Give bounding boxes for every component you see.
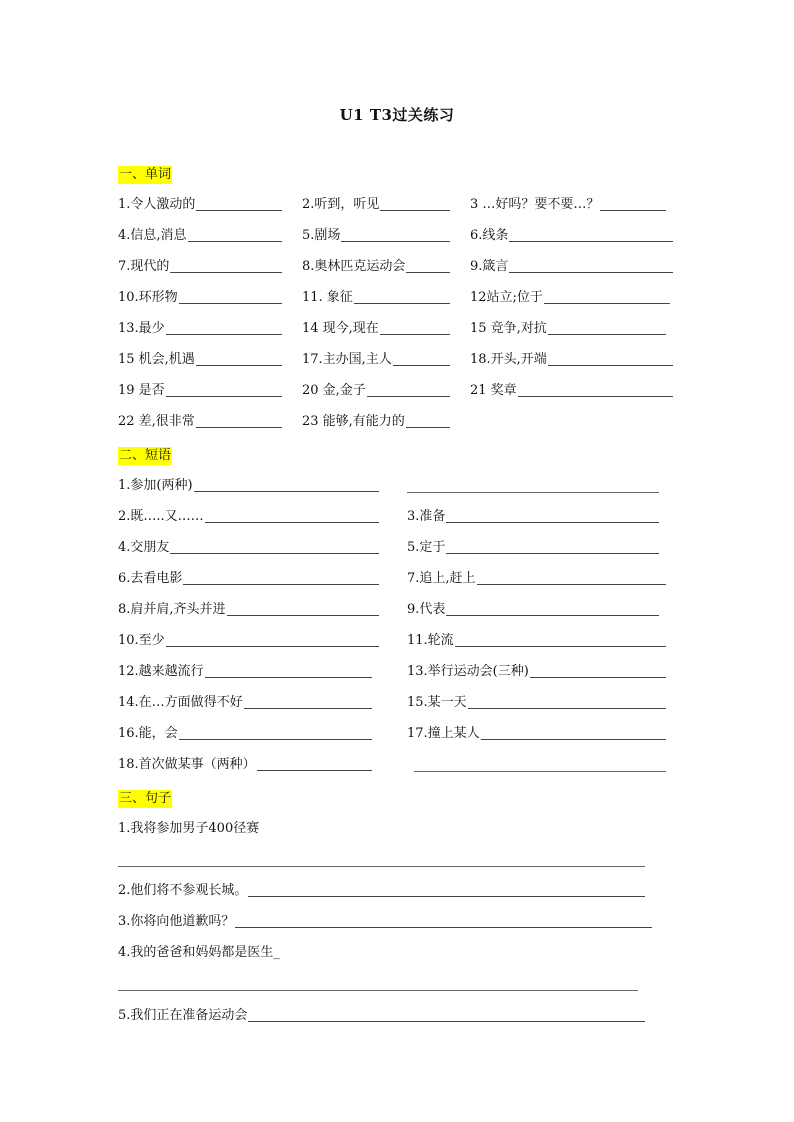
phrase-item xyxy=(118,664,372,680)
answer-blank[interactable] xyxy=(205,510,379,523)
word-item xyxy=(470,290,670,306)
answer-blank[interactable] xyxy=(227,603,379,616)
phrase-item-label: 5.定于 xyxy=(407,540,446,555)
phrase-item xyxy=(407,664,666,680)
phrase-item xyxy=(118,540,379,556)
answer-blank[interactable] xyxy=(406,415,450,428)
word-item-label: 4.信息,消息 xyxy=(118,228,187,243)
word-item-label: 13.最少 xyxy=(118,321,165,336)
word-item xyxy=(470,228,673,244)
word-item xyxy=(302,197,450,213)
word-item xyxy=(302,414,450,430)
phrase-item-label: 4.交朋友 xyxy=(118,540,170,555)
phrase-item xyxy=(118,695,372,711)
phrase-item-label: 2.既…..又…… xyxy=(118,509,204,524)
word-item-label: 22 差,很非常 xyxy=(118,414,195,429)
phrase-item xyxy=(407,633,666,649)
phrase-item-label: 8.肩并肩,齐头并进 xyxy=(118,602,226,617)
phrase-item xyxy=(118,633,379,649)
answer-blank[interactable] xyxy=(166,634,379,647)
answer-blank[interactable] xyxy=(257,758,372,771)
answer-blank[interactable] xyxy=(544,291,670,304)
phrase-item-label: 7.追上,赶上 xyxy=(407,571,476,586)
answer-blank[interactable] xyxy=(367,384,450,397)
word-item-label: 5.剧场 xyxy=(302,228,341,243)
word-item xyxy=(470,321,666,337)
answer-blank[interactable] xyxy=(341,229,450,242)
phrase-item xyxy=(118,726,372,742)
answer-blank[interactable] xyxy=(530,665,666,678)
word-item-label: 14 现今,现在 xyxy=(302,321,379,336)
phrase-item-label: 13.举行运动会(三种) xyxy=(407,664,529,679)
word-item xyxy=(118,321,282,337)
phrase-item xyxy=(407,509,659,525)
word-item-label: 2.听到，听见 xyxy=(302,197,380,212)
answer-blank[interactable] xyxy=(179,291,282,304)
word-item-label: 6.线条 xyxy=(470,228,509,243)
answer-blank[interactable] xyxy=(468,696,666,709)
word-item-label: 8.奥林匹克运动会 xyxy=(302,259,406,274)
phrase-item xyxy=(407,695,666,711)
answer-blank[interactable] xyxy=(518,384,673,397)
word-item xyxy=(302,259,450,275)
answer-blank[interactable] xyxy=(509,260,673,273)
answer-blank[interactable] xyxy=(407,492,659,493)
phrase-item-label: 17.撞上某人 xyxy=(407,726,480,741)
answer-blank[interactable] xyxy=(196,198,282,211)
word-item xyxy=(118,352,282,368)
sentence-item-label: 5.我们正在准备运动会 xyxy=(118,1008,248,1023)
phrase-item xyxy=(407,540,659,556)
answer-blank[interactable] xyxy=(166,384,282,397)
word-item xyxy=(118,228,282,244)
sentence-item xyxy=(118,914,652,930)
phrase-item xyxy=(407,602,659,618)
phrase-item-label: 3.准备 xyxy=(407,509,446,524)
answer-blank[interactable] xyxy=(393,353,450,366)
answer-blank[interactable] xyxy=(188,229,282,242)
answer-line[interactable] xyxy=(118,990,638,991)
section-heading-phrases: 二、短语 xyxy=(119,448,172,463)
word-item xyxy=(302,228,450,244)
word-item-label: 23 能够,有能力的 xyxy=(302,414,405,429)
phrase-item xyxy=(118,757,372,773)
word-item-label: 11. 象征 xyxy=(302,290,353,305)
word-item xyxy=(302,352,450,368)
answer-blank[interactable] xyxy=(600,198,666,211)
answer-blank[interactable] xyxy=(244,696,372,709)
answer-blank[interactable] xyxy=(248,1009,645,1022)
sentence-item-label: 2.他们将不参观长城。 xyxy=(118,883,248,898)
sentence-item: 1.我将参加男子400径赛 xyxy=(118,821,260,836)
answer-blank[interactable] xyxy=(446,510,659,523)
word-item xyxy=(302,321,450,337)
word-item-label: 15 机会,机遇 xyxy=(118,352,195,367)
phrase-item-label: 9.代表 xyxy=(407,602,446,617)
answer-line[interactable] xyxy=(118,866,645,867)
word-item xyxy=(470,352,673,368)
word-item-label: 7.现代的 xyxy=(118,259,170,274)
word-item xyxy=(118,290,282,306)
phrase-item xyxy=(118,571,379,587)
answer-blank[interactable] xyxy=(170,541,379,554)
answer-blank[interactable] xyxy=(380,198,450,211)
word-item xyxy=(302,290,450,306)
answer-blank[interactable] xyxy=(179,727,372,740)
phrase-item xyxy=(407,726,666,742)
word-item xyxy=(118,383,282,399)
sentence-item-label: 3.你将向他道歉吗？ xyxy=(118,914,235,929)
answer-blank[interactable] xyxy=(548,353,673,366)
word-item-label: 12站立;位于 xyxy=(470,290,543,305)
word-item xyxy=(470,197,666,213)
answer-blank[interactable] xyxy=(166,322,282,335)
word-item-label: 9.箴言 xyxy=(470,259,509,274)
phrase-item-label: 12.越来越流行 xyxy=(118,664,204,679)
phrase-item-label: 10.至少 xyxy=(118,633,165,648)
answer-blank[interactable] xyxy=(446,541,659,554)
sentence-item xyxy=(118,1008,645,1024)
word-item-label: 17.主办国,主人 xyxy=(302,352,392,367)
answer-blank[interactable] xyxy=(548,322,666,335)
word-item-label: 18.开头,开端 xyxy=(470,352,547,367)
word-item xyxy=(118,197,282,213)
answer-blank[interactable] xyxy=(406,260,450,273)
answer-blank[interactable] xyxy=(477,572,666,585)
word-item-label: 19 是否 xyxy=(118,383,165,398)
phrase-item xyxy=(118,478,379,494)
answer-blank[interactable] xyxy=(509,229,673,242)
answer-blank[interactable] xyxy=(194,479,379,492)
phrase-item-label: 18.首次做某事（两种） xyxy=(118,757,256,772)
word-item-label: 10.环形物 xyxy=(118,290,178,305)
phrase-item xyxy=(118,509,379,525)
answer-blank[interactable] xyxy=(205,665,372,678)
section-heading-words: 一、单词 xyxy=(119,167,172,182)
answer-blank[interactable] xyxy=(481,727,666,740)
phrase-item xyxy=(407,571,666,587)
word-item-label: 21 奖章 xyxy=(470,383,517,398)
page-title: U1 T3过关练习 xyxy=(339,106,455,124)
phrase-item-label: 11.轮流 xyxy=(407,633,454,648)
section-heading-sentences: 三、句子 xyxy=(119,791,172,806)
answer-blank[interactable] xyxy=(446,603,659,616)
answer-blank[interactable] xyxy=(354,291,450,304)
sentence-item: 4.我的爸爸和妈妈都是医生_ xyxy=(118,945,280,960)
phrase-item-label: 14.在…方面做得不好 xyxy=(118,695,243,710)
answer-blank[interactable] xyxy=(248,884,645,897)
word-item xyxy=(470,383,673,399)
answer-blank[interactable] xyxy=(455,634,666,647)
sentence-item xyxy=(118,883,645,899)
answer-blank[interactable] xyxy=(196,353,282,366)
word-item xyxy=(470,259,673,275)
phrase-item-label: 15.某一天 xyxy=(407,695,467,710)
answer-blank[interactable] xyxy=(235,915,652,928)
answer-blank[interactable] xyxy=(183,572,379,585)
answer-blank[interactable] xyxy=(414,771,666,772)
answer-blank[interactable] xyxy=(380,322,450,335)
word-item-label: 1.令人激动的 xyxy=(118,197,196,212)
word-item-label: 15 竞争,对抗 xyxy=(470,321,547,336)
phrase-item-label: 16.能，会 xyxy=(118,726,178,741)
phrase-item-label: 6.去看电影 xyxy=(118,571,183,586)
word-item-label: 3 …好吗？要不要…？ xyxy=(470,197,600,212)
phrase-item xyxy=(118,602,379,618)
word-item xyxy=(118,414,282,430)
phrase-item-label: 1.参加(两种) xyxy=(118,478,193,493)
word-item-label: 20 金,金子 xyxy=(302,383,366,398)
word-item xyxy=(302,383,450,399)
word-item xyxy=(118,259,282,275)
answer-blank[interactable] xyxy=(196,415,282,428)
answer-blank[interactable] xyxy=(170,260,282,273)
